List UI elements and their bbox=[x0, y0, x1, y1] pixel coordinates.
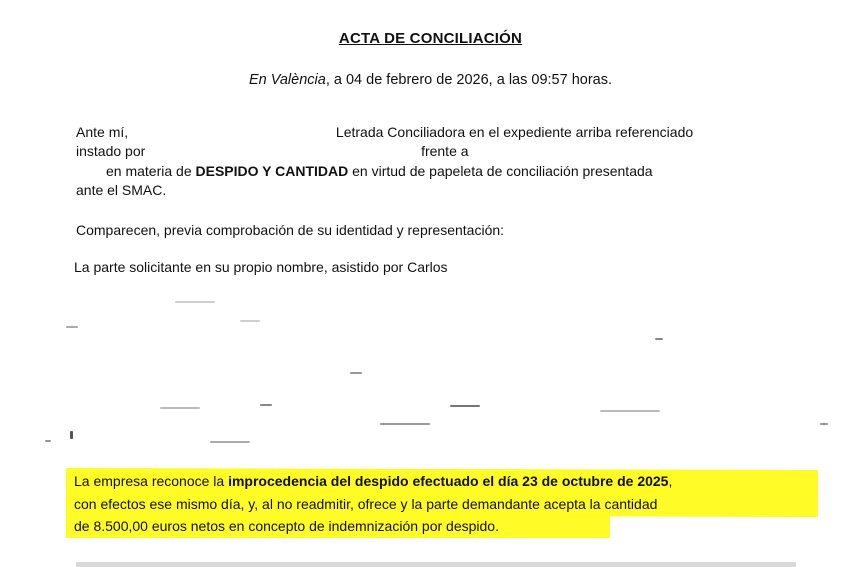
agreement-comma: , bbox=[668, 473, 673, 489]
date-line bbox=[0, 72, 861, 88]
redaction-mark bbox=[655, 338, 663, 340]
redaction-mark bbox=[820, 423, 828, 425]
agreement-line-1 bbox=[74, 470, 672, 492]
solicitante-text: La parte solicitante en su propio nombre, asistido por Carlos bbox=[74, 259, 448, 275]
intro-line-4: ante el SMAC. bbox=[76, 182, 167, 198]
intro-materia: en materia de bbox=[106, 163, 192, 179]
document-title: ACTA DE CONCILIACIÓN bbox=[338, 30, 523, 47]
redaction-mark bbox=[175, 301, 215, 303]
intro-line-1 bbox=[76, 123, 811, 142]
intro-despido: DESPIDO Y CANTIDAD bbox=[195, 163, 349, 179]
redaction-mark bbox=[70, 431, 73, 439]
redaction-mark bbox=[160, 407, 200, 409]
intro-frente: frente a bbox=[421, 143, 469, 159]
date-text: , a 04 de febrero de 2026, a las 09:57 horas. bbox=[325, 72, 613, 88]
redaction-mark bbox=[66, 326, 78, 328]
agreement-improcedencia: improcedencia del despido efectuado el día 23 de octubre de 2025 bbox=[228, 473, 669, 489]
redaction-mark bbox=[210, 441, 250, 443]
redaction-mark bbox=[450, 405, 480, 407]
intro-line-2 bbox=[76, 142, 469, 161]
intro-ante-mi: Ante mí, bbox=[76, 124, 129, 140]
intro-instado: instado por bbox=[76, 143, 146, 159]
agreement-line-2: con efectos ese mismo día, y, al no readmitir, ofrece y la parte demandante acepta la cantidad bbox=[74, 496, 658, 512]
agreement-reconoce: La empresa reconoce la bbox=[74, 473, 229, 489]
redaction-mark bbox=[380, 423, 430, 425]
comparecen-text: Comparecen, previa comprobación de su identidad y representación: bbox=[76, 222, 505, 238]
redaction-mark bbox=[600, 410, 660, 412]
redaction-mark bbox=[240, 320, 260, 322]
intro-line-3 bbox=[106, 162, 653, 181]
next-line-residue bbox=[76, 562, 796, 567]
redaction-mark bbox=[350, 372, 362, 374]
intro-letrada: Letrada Conciliadora en el expediente arriba referenciado bbox=[335, 124, 694, 140]
redaction-mark bbox=[260, 404, 272, 406]
place-text: En València bbox=[248, 72, 326, 88]
intro-papeleta: en virtud de papeleta de conciliación presentada bbox=[352, 163, 653, 179]
agreement-line-3: de 8.500,00 euros netos en concepto de indemnización por despido. bbox=[74, 518, 499, 534]
redaction-mark bbox=[45, 440, 51, 442]
